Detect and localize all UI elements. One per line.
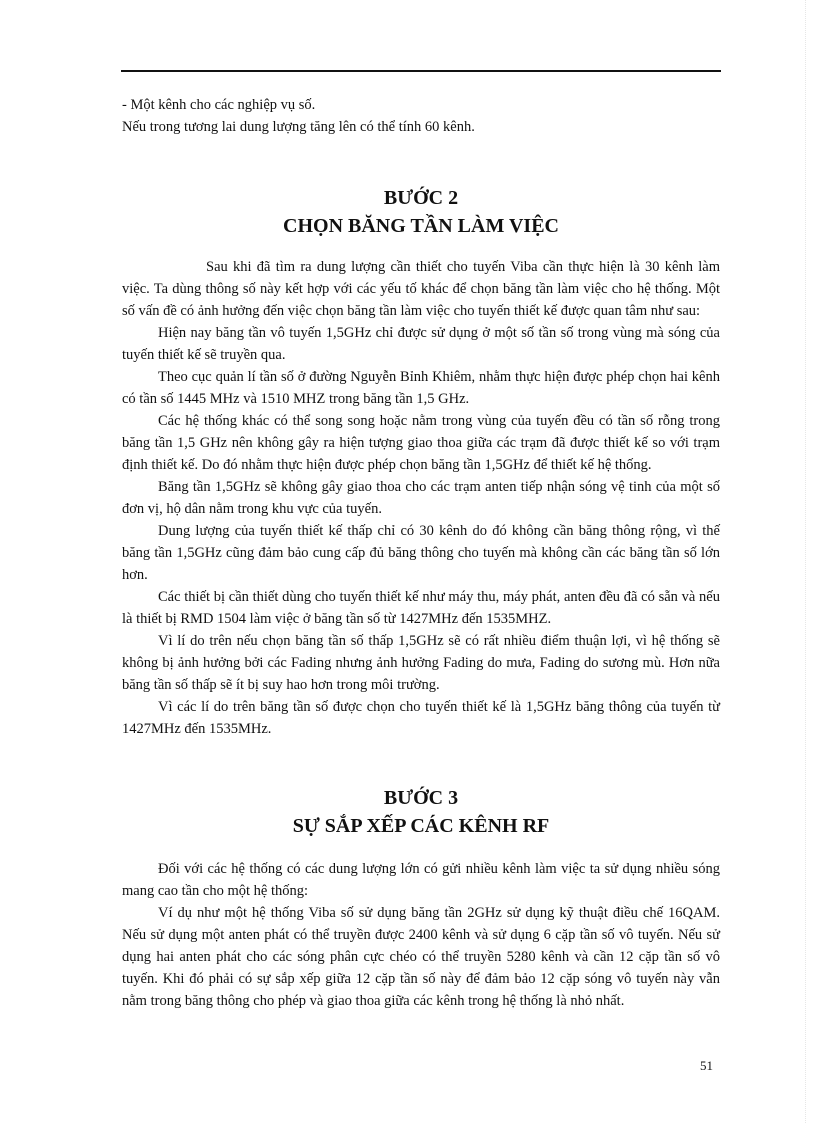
section3-paragraph: Ví dụ như một hệ thống Viba số sử dụng băng tần 2GHz sử dụng kỹ thuật điều chế 16QAM. Nếu sử dụng một anten phát có thể truyền được 2400 kênh và sử dụng 6 cặp tần số vô tuyến. Nếu sử dụng hai anten phát cho các sóng phân cực chéo có thể truyền 5280 kênh và cần 12 cặp tần số vô tuyến. Khi đó phải có sự sắp xếp giữa 12 cặp tần số này để đảm bảo 12 cặp sóng vô tuyến này vẫn nằm trong băng thông cho phép và giao thoa giữa các kênh trong hệ thống là nhỏ nhất. xyxy=(122,905,720,1009)
section2-paragraph: Các hệ thống khác có thể song song hoặc nằm trong vùng của tuyến đều có tần số rỗng trong băng tần 1,5 GHz nên không gây ra hiện tượng giao thoa giữa các trạm đã được thiết kế so với trạm định thiết kế. Do đó nhằm thực hiện được phép chọn băng tần 1,5GHz để thiết kế hệ thống. xyxy=(122,413,720,473)
page-edge-dots xyxy=(805,0,806,1123)
section2-title: BƯỚC 2 xyxy=(383,187,459,209)
section2-paragraph: Theo cục quản lí tần số ở đường Nguyễn Bỉnh Khiêm, nhằm thực hiện được phép chọn hai kênh có tần số 1445 MHz và 1510 MHZ trong băng tần 1,5 GHz. xyxy=(122,369,720,407)
header-rule xyxy=(121,70,721,72)
section2-paragraph: Băng tần 1,5GHz sẽ không gây giao thoa cho các trạm anten tiếp nhận sóng vệ tinh của một số đơn vị, hộ dân nằm trong khu vực của tuyến. xyxy=(122,479,720,517)
section2-paragraph: Vì lí do trên nếu chọn băng tần số thấp 1,5GHz sẽ có rất nhiều điểm thuận lợi, vì hệ thống sẽ không bị ảnh hưởng bởi các Fading nhưng ảnh hưởng Fading do mưa, Fading do sương mù. Hơn nữa băng tần số thấp sẽ ít bị suy hao hơn trong môi trường. xyxy=(122,633,720,693)
section2-subtitle: CHỌN BĂNG TẦN LÀM VIỆC xyxy=(283,215,559,237)
intro-line-2: Nếu trong tương lai dung lượng tăng lên có thể tính 60 kênh. xyxy=(122,119,475,135)
section3-paragraph: Đối với các hệ thống có các dung lượng lớn có gửi nhiều kênh làm việc ta sử dụng nhiều sóng mang cao tần cho một hệ thống: xyxy=(122,861,720,899)
section3-title: BƯỚC 3 xyxy=(383,787,459,809)
section2-paragraph: Sau khi đã tìm ra dung lượng cần thiết cho tuyến Viba cần thực hiện là 30 kênh làm việc. Ta dùng thông số này kết hợp với các yếu tố khác để chọn băng tần làm việc cho hệ thống. Một số vấn đề có ảnh hưởng đến việc chọn băng tần làm việc cho tuyến thiết kế được quan tâm như sau: xyxy=(122,259,720,319)
page-number: 51 xyxy=(700,1058,713,1073)
section3-subtitle: SỰ SẮP XẾP CÁC KÊNH RF xyxy=(292,815,550,837)
page-content xyxy=(122,94,720,1012)
section2-paragraph: Dung lượng của tuyến thiết kế thấp chỉ có 30 kênh do đó không cần băng thông rộng, vì thế băng tần 1,5GHz cũng đảm bảo cung cấp đủ băng thông cho tuyến mà không cần các băng tần số lớn hơn. xyxy=(122,523,720,583)
section2-paragraph: Hiện nay băng tần vô tuyến 1,5GHz chỉ được sử dụng ở một số tần số trong vùng mà sóng của tuyến thiết kế sẽ truyền qua. xyxy=(122,325,720,363)
section2-paragraph: Vì các lí do trên băng tần số được chọn cho tuyến thiết kế là 1,5GHz băng thông của tuyến từ 1427MHz đến 1535MHz. xyxy=(122,699,720,737)
section2-paragraph: Các thiết bị cần thiết dùng cho tuyến thiết kế như máy thu, máy phát, anten đều đã có sẵn và nếu là thiết bị RMD 1504 làm việc ở băng tần số từ 1427MHz đến 1535MHZ. xyxy=(122,589,720,627)
intro-line-1: - Một kênh cho các nghiệp vụ số. xyxy=(122,97,316,113)
